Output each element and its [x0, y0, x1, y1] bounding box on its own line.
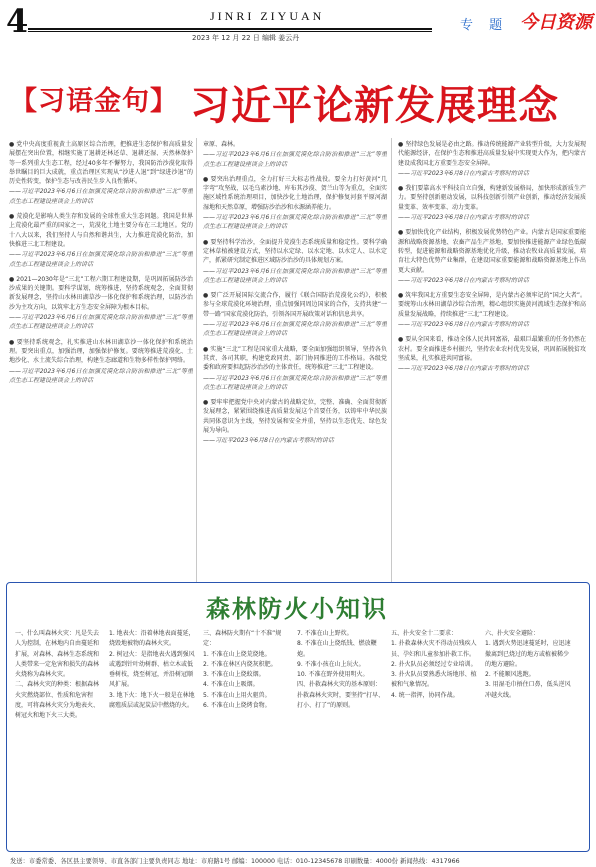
quote-source: ——习近平2023年6月6日在加强荒漠化综合防治和推进“三北”等重点生态工程建设座谈会上的讲话 [9, 251, 193, 268]
quote-item [9, 338, 193, 385]
fire-line: 一、什么叫森林火灾：凡是失去人为控制，在林地内自由蔓延和扩展，对森林、森林生态系统和人类带来一定危害和损失的森林火烧称为森林火灾。 [15, 630, 100, 679]
quote-source: ——习近平2023年6月6日在加强荒漠化综合防治和推进“三北”等重点生态工程建设座谈会上的讲话 [203, 214, 387, 231]
fire-safety-box [6, 582, 590, 852]
fire-safety-title: 森林防火小知识 [206, 595, 388, 623]
article-column-2 [203, 140, 387, 580]
date-line: 2023 年 12 月 22 日 编辑 姜云丹 [192, 34, 300, 42]
quote-source: ——习近平2023年6月6日在加强荒漠化综合防治和推进“三北”等重点生态工程建设座谈会上的讲话 [203, 321, 387, 338]
quote-item [203, 345, 387, 392]
section-label: 专 题 [460, 18, 509, 33]
column-divider [196, 138, 197, 582]
quote-source: ——习近平2023年6月8日在内蒙古考察时的讲话 [203, 437, 334, 445]
fire-line: 4. 不准在山上吸烟。 [203, 681, 259, 689]
fire-line: 3. 扑火队员要熟悉火场地形、植被和气象情况。 [391, 671, 477, 689]
fire-safety-column [15, 629, 103, 847]
quote-item [203, 140, 387, 169]
page-footer: 发送：市委常委、各区县主要领导、市直各部门主要负责同志 地址：市府路1号 邮编：100000 电话：010-12345678 印刷数量：4000份 新闻热线：4317966 [10, 858, 460, 865]
fire-line: 5. 不准在山上用火驱兽。 [203, 691, 271, 699]
fire-line: 3. 不准在山上烧蚊烟。 [203, 671, 265, 679]
fire-safety-column [203, 629, 291, 847]
quote-text: ● 要广泛开展国际交流合作，履行《联合国防治荒漠化公约》，积极参与全球荒漠化环境治理，重点加强同周边国家的合作，支持共建“一带一路”国家荒漠化防治，引领各国开展政策对话和信息共享。 [203, 292, 387, 318]
quote-source: ——习近平2023年6月6日在加强荒漠化综合防治和推进“三北”等重点生态工程建设座谈会上的讲话 [203, 267, 387, 284]
quote-source: ——习近平2023年6月6日在加强荒漠化综合防治和推进“三北”等重点生态工程建设座谈会上的讲话 [9, 188, 193, 205]
fire-line: 6. 不准在山上烧烤食物。 [203, 702, 271, 710]
quote-text: ● 我们要靠高水平科技自立自强，构建新发展格局，加快形成新质生产力。要坚持创新驱动发展，以科技创新引领产业创新，推动经济发展质量变革、效率变革、动力变革。 [398, 185, 586, 211]
quote-item [9, 140, 193, 206]
fire-safety-column [297, 629, 385, 847]
page-number: 4 [6, 2, 29, 40]
page-header [0, 0, 596, 42]
fire-line: 五、扑火安全十二要求： [391, 630, 458, 637]
fire-safety-column [109, 629, 197, 847]
quote-item [398, 291, 586, 329]
quote-item [203, 398, 387, 445]
quote-text: ● 要加快优化产业结构，积极发展优势特色产业。内蒙古是国家重要能源和战略资源基地、农畜产品生产基地，要加快推进能源产业绿色低碳转型，促进能源和战略资源基地优化升级，推动农牧业高质量发展，培育壮大特色优势产业集群，在建设国家重要能源和战略资源基地上作出更大贡献。 [398, 229, 586, 274]
publication-pinyin: JINRI ZIYUAN [210, 9, 325, 23]
fire-line: 1. 扑救森林火灾不得动员残疾人员、孕妇和儿童参加扑救工作。 [391, 640, 477, 658]
fire-line: 2. 树冠火：是指地表火遇到强风或遇到针叶幼树群、枯立木或低垂树枝，烧至树冠，并沿树冠顺风扩展。 [109, 650, 195, 689]
fire-line: 1. 遇到火势迅速蔓延时，应迅速撤离到已烧过的地方或植被稀少的地方避险。 [485, 640, 571, 668]
quote-item [9, 212, 193, 269]
fire-line: 2. 不能顺风逃跑。 [485, 671, 535, 679]
column-divider [391, 138, 392, 582]
quote-text: ● 要牢牢把握党中央对内蒙古的战略定位，完整、准确、全面贯彻新发展理念，紧紧围绕推进高质量发展这个首要任务，以铸牢中华民族共同体意识为主线，坚持发展和安全并重，坚持以生态优先、绿色发展为导向。 [203, 399, 387, 435]
fire-line: 四、扑救森林火灾的基本原则：扑救森林火灾时，要坚持“打早、打小、打了”的原则。 [297, 681, 385, 710]
banner-title: 习近平论新发展理念 [190, 83, 559, 129]
quote-text: ● 筑牢我国北方重要生态安全屏障，是内蒙古必须牢记的“国之大者”。要统筹山水林田湖草沙综合治理，精心组织实施黄河流域生态保护和高质量发展战略，持续推进“三北”工程建设。 [398, 292, 586, 318]
quote-source: ——习近平2023年6月8日在内蒙古考察时的讲话 [398, 214, 529, 222]
quote-source: ——习近平2023年6月6日在加强荒漠化综合防治和推进“三北”等重点生态工程建设座谈会上的讲话 [9, 314, 193, 331]
quote-source: ——习近平2023年6月8日在内蒙古考察时的讲话 [398, 276, 529, 284]
fire-line: 1. 地表火：沿着林地表面蔓延，烧毁地被物的森林火灾。 [109, 630, 195, 648]
quote-text: 章原、森林。 [203, 141, 240, 148]
quote-text: ● 坚持绿色发展是必由之路。推动传统能源产业转型升级，大力发展现代能源经济，在保护生态和推进高质量发展中实现更大作为，把内蒙古建设成我国北方重要生态安全屏障。 [398, 141, 586, 167]
fire-line: 10. 不准在野外使用明火。 [297, 671, 369, 679]
article-column-3 [398, 140, 586, 580]
quote-source: ——习近平2023年6月6日在加强荒漠化综合防治和推进“三北”等重点生态工程建设座谈会上的讲话 [203, 374, 387, 391]
quote-source: ——习近平2023年6月6日在加强荒漠化综合防治和推进“三北”等重点生态工程建设座谈会上的讲话 [203, 151, 387, 168]
quote-text: ● 要从全国来看，推动全体人民共同富裕，最艰巨最繁重的任务仍然在农村。要全面推进乡村振兴，坚持农业农村优先发展，巩固拓展脱贫攻坚成果，扎实推进共同富裕。 [398, 336, 586, 362]
quote-text: ● 荒漠化是影响人类生存和发展的全球性重大生态问题。我国是世界上荒漠化最严重的国家之一，荒漠化土地主要分布在三北地区。党的十八大以来，我们坚持人与自然和谐共生，大力推进荒漠化防治，加快推进三北工程建设。 [9, 213, 193, 248]
article-column-1 [9, 140, 193, 580]
quote-source: ——习近平2023年6月8日在内蒙古考察时的讲话 [398, 321, 529, 329]
fire-line: 三、森林防火期有“十不准”规定： [203, 630, 282, 648]
fire-line: 2. 扑火队员必须经过专业培训。 [391, 660, 477, 668]
quote-item [203, 175, 387, 232]
quote-item [9, 275, 193, 332]
fire-line: 3. 地下火：地下火一般是在林地腐殖质层或泥炭层中燃烧的火。 [109, 691, 195, 710]
quote-text: ● 要突出治理重点，全力打好三大标志性战役。要全力打好黄河“几字弯”攻坚战，以毛乌素沙地、库布其沙漠、贺兰山等为重点，全面实施区域性系统治理项目，加快沙化土地治理，保护修复河套平原河湖湿地和天然草原，增强防沙治沙和水源涵养能力。 [203, 175, 387, 211]
quote-item [203, 238, 387, 285]
header-rule-thin [28, 31, 432, 32]
quote-item [398, 184, 586, 222]
fire-line: 六、扑火安全避险： [485, 630, 540, 637]
quote-text: ● 要坚持科学治沙，全面提升荒漠生态系统质量和稳定性。要科学确定林草植被建设方式，坚持以水定绿、以水定地、以水定人、以水定产，抓紧研究制定推进区域防沙治沙的具体规划方案。 [203, 238, 387, 265]
fire-safety-column [485, 629, 573, 847]
header-rule [28, 28, 432, 30]
fire-line: 二、森林火灾的种类：根据森林火灾燃烧部位、性质和危害程度，可将森林火灾分为地表火、树冠火和地下火三大类。 [15, 681, 100, 720]
banner-tag: 【习语金句】 [10, 86, 178, 117]
quote-source: ——习近平2023年6月8日在内蒙古考察时的讲话 [398, 365, 529, 373]
fire-line: 9. 不准小孩在山上玩火。 [297, 660, 365, 668]
newspaper-logo: 今日资源 [520, 12, 592, 33]
fire-line: 8. 不准在山上烧纸钱、燃放鞭炮。 [297, 640, 377, 658]
fire-safety-column [391, 629, 479, 847]
fire-line: 7. 不准在山上野炊。 [297, 630, 353, 637]
quote-item [398, 140, 586, 178]
fire-line: 3. 用湿毛巾捂住口鼻，低头逆风冲越火线。 [485, 681, 571, 699]
quote-item [203, 291, 387, 338]
fire-line: 4. 统一指挥，协同作战。 [391, 691, 459, 699]
fire-line: 1. 不准在山上烧荒烧地。 [203, 650, 271, 658]
quote-source: ——习近平2023年6月8日在内蒙古考察时的讲话 [398, 169, 529, 177]
fire-line: 2. 不准在林区内烧灰积肥。 [203, 660, 277, 668]
quote-text: ● 要坚持系统观念，扎实推进山水林田湖草沙一体化保护和系统治理。要突出重点，加强治理，加强保护修复。要统筹推进荒漠化、土地沙化、水土流失综合治理，构建生态廊道和生物多样性保护网络。 [9, 338, 193, 365]
quote-item [398, 228, 586, 285]
quote-text: ● 党中央高度重视黄土高原区综合治理，把推进生态保护和高质量发展摆在突出位置，相继实施了退耕还林还草、退耕还湿、天然林保护等一系列重大生态工程，经过40多年不懈努力，我国防治沙漠化取得举世瞩目的巨大成就，重点治理区实现从“沙进人退”到“绿进沙退”的历史性转变，保护生态与改善民生步入良性循环。 [9, 141, 193, 186]
quote-item [398, 335, 586, 373]
quote-text: ● 实施“三北”工程是国家重大战略，要全面加强组织领导，坚持各负其责、各司其职，构建党政同责、部门协同推进的工作格局。各级党委和政府要担起防沙治沙的主体责任，统筹推进“三北”工程建设。 [203, 345, 387, 372]
quote-source: ——习近平2023年6月6日在加强荒漠化综合防治和推进“三北”等重点生态工程建设座谈会上的讲话 [9, 367, 193, 384]
quote-text: ● 2021—2030年是“三北”工程六期工程建设期，是巩固拓展防沙治沙成果的关键期。要科学谋划，统筹推进，坚持系统观念，全面贯彻新发展理念，坚持山水林田湖草沙一体化保护和系统治理，以防沙治沙为主攻方向，以筑牢北方生态安全屏障为根本目标。 [9, 275, 193, 311]
